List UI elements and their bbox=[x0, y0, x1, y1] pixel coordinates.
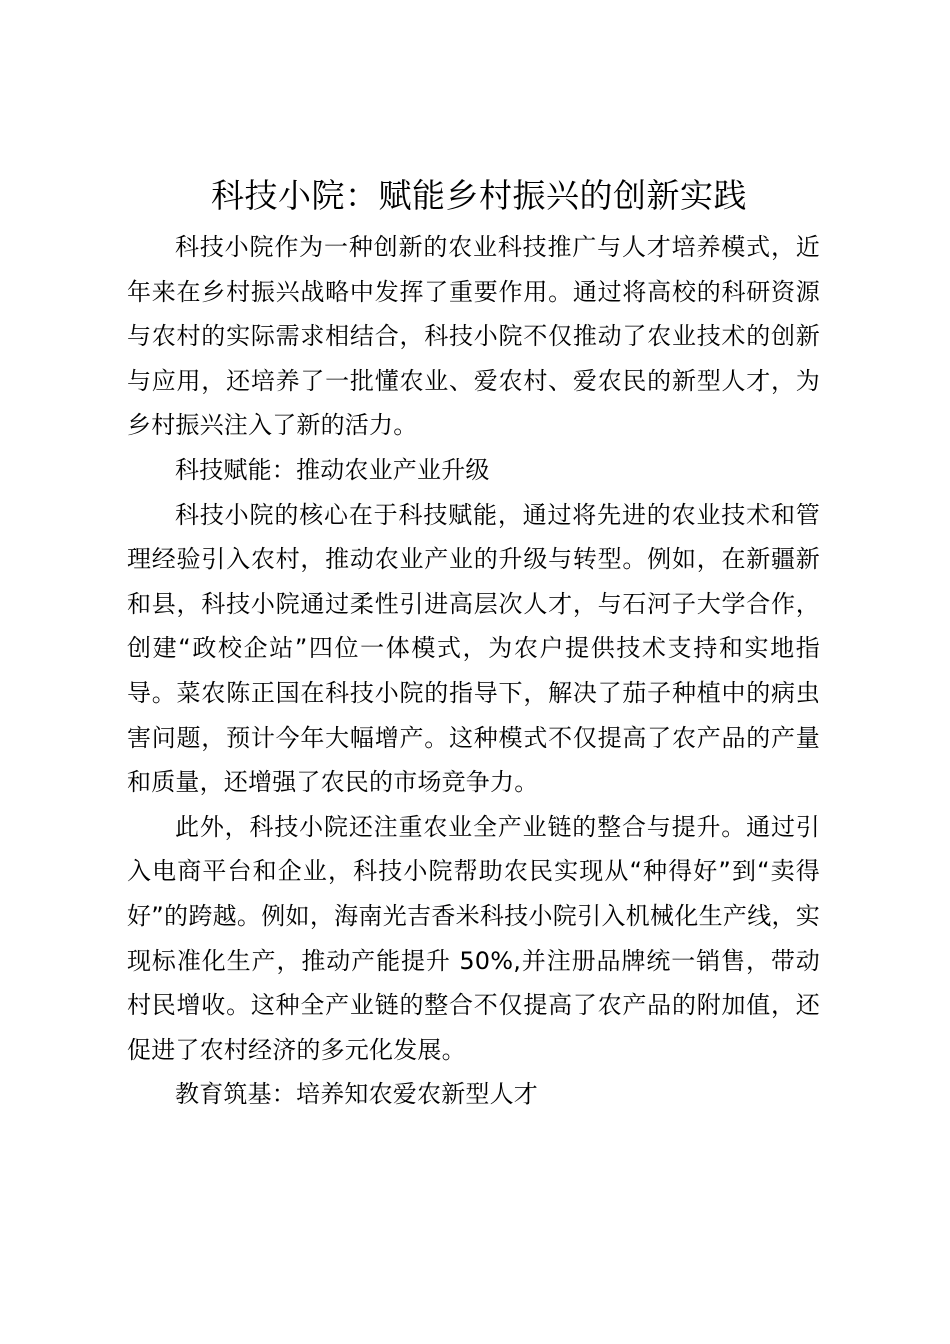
document-title: 科技小院：赋能乡村振兴的创新实践 bbox=[211, 176, 747, 215]
section-heading-education: 教育筑基：培养知农爱农新型人才 bbox=[175, 1080, 538, 1109]
paragraph-intro: 科技小院作为一种创新的农业科技推广与人才培养模式，近年来在乡村振兴战略中发挥了重要作用。通过将高校的科研资源与农村的实际需求相结合，科技小院不仅推动了农业技术的创新与应用，还培养了一批懂农业、爱农村、爱农民的新型人才，为乡村振兴注入了新的活力。 bbox=[127, 233, 820, 440]
paragraph-industry-chain: 此外，科技小院还注重农业全产业链的整合与提升。通过引入电商平台和企业，科技小院帮助农民实现从“种得好”到“卖得好”的跨越。例如，海南光吉香米科技小院引入机械化生产线，实现标准化生产，推动产能提升 50%,并注册品牌统一销售，带动村民增收。这种全产业链的整合不仅提高了农产品的附加值，还促进了农村经济的多元化发展。 bbox=[127, 812, 820, 1064]
document-body bbox=[127, 225, 820, 1117]
section-heading-tech-empowerment: 科技赋能：推动农业产业升级 bbox=[175, 455, 490, 484]
paragraph-tech-empowerment: 科技小院的核心在于科技赋能，通过将先进的农业技术和管理经验引入农村，推动农业产业的升级与转型。例如，在新疆新和县，科技小院通过柔性引进高层次人才，与石河子大学合作，创建“政校企站”四位一体模式，为农户提供技术支持和实地指导。菜农陈正国在科技小院的指导下，解决了茄子种植中的病虫害问题，预计今年大幅增产。这种模式不仅提高了农产品的产量和质量，还增强了农民的市场竞争力。 bbox=[127, 500, 820, 797]
